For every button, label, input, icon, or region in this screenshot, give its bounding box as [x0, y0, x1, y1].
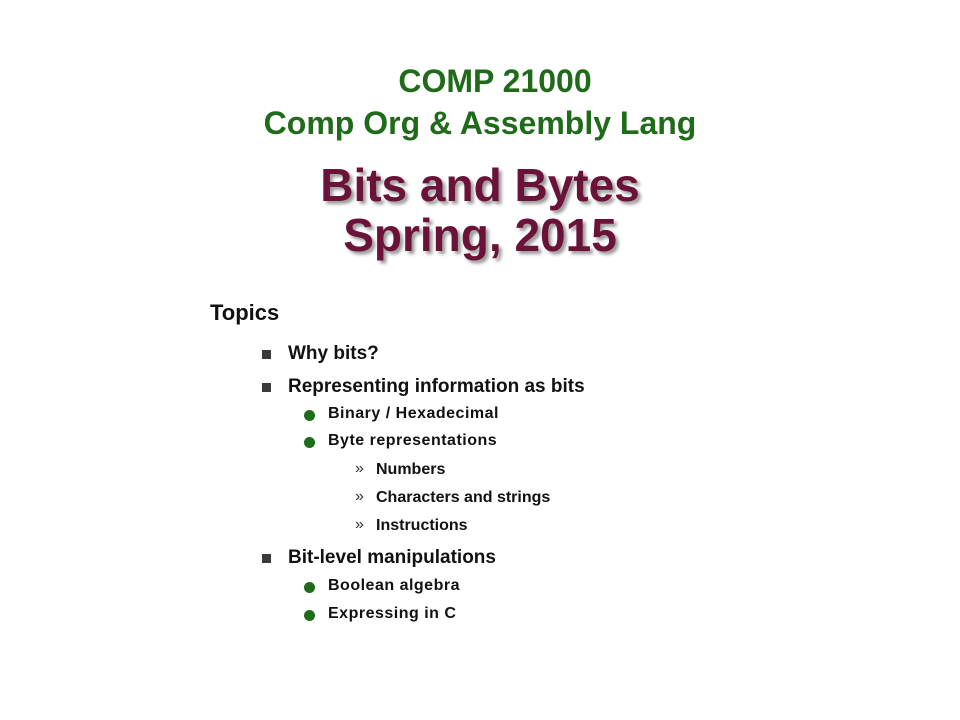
topics-heading: Topics	[210, 300, 280, 325]
topic-label: Why bits?	[288, 343, 379, 364]
square-bullet-icon	[262, 350, 271, 359]
square-bullet-icon	[262, 554, 271, 563]
detail-label: Numbers	[376, 461, 446, 478]
double-chevron-icon: »	[355, 460, 364, 477]
subtopic-item-boolean-algebra	[304, 577, 460, 595]
detail-label: Characters and strings	[376, 489, 551, 506]
subtopic-label: Byte representations	[328, 432, 498, 449]
circle-bullet-icon	[304, 437, 315, 448]
detail-label: Instructions	[376, 517, 468, 534]
double-chevron-icon: »	[355, 488, 364, 505]
course-name: Comp Org & Assembly Lang	[263, 105, 697, 141]
topic-label: Bit-level manipulations	[288, 547, 496, 568]
topic-item-why-bits	[262, 343, 379, 365]
detail-item-instructions	[355, 517, 468, 535]
circle-bullet-icon	[304, 610, 315, 621]
topic-item-bit-level	[262, 547, 496, 569]
course-title	[0, 60, 960, 144]
detail-item-characters-strings	[355, 489, 550, 507]
circle-bullet-icon	[304, 410, 315, 421]
subtopic-item-expressing-in-c	[304, 605, 456, 623]
circle-bullet-icon	[304, 582, 315, 593]
subtopic-label: Boolean algebra	[328, 577, 460, 594]
slide-title-line1: Bits and Bytes	[320, 159, 640, 211]
slide-title	[0, 160, 960, 260]
subtopic-label: Binary / Hexadecimal	[328, 405, 499, 422]
square-bullet-icon	[262, 383, 271, 392]
course-code: COMP 21000	[398, 63, 592, 99]
subtopic-label: Expressing in C	[328, 605, 457, 622]
topic-item-representing-info	[262, 376, 585, 398]
topic-label: Representing information as bits	[288, 376, 585, 397]
subtopic-item-binary-hex	[304, 405, 499, 423]
detail-item-numbers	[355, 461, 445, 479]
double-chevron-icon: »	[355, 516, 364, 533]
slide-title-line2: Spring, 2015	[343, 209, 617, 261]
subtopic-item-byte-representations	[304, 432, 497, 450]
